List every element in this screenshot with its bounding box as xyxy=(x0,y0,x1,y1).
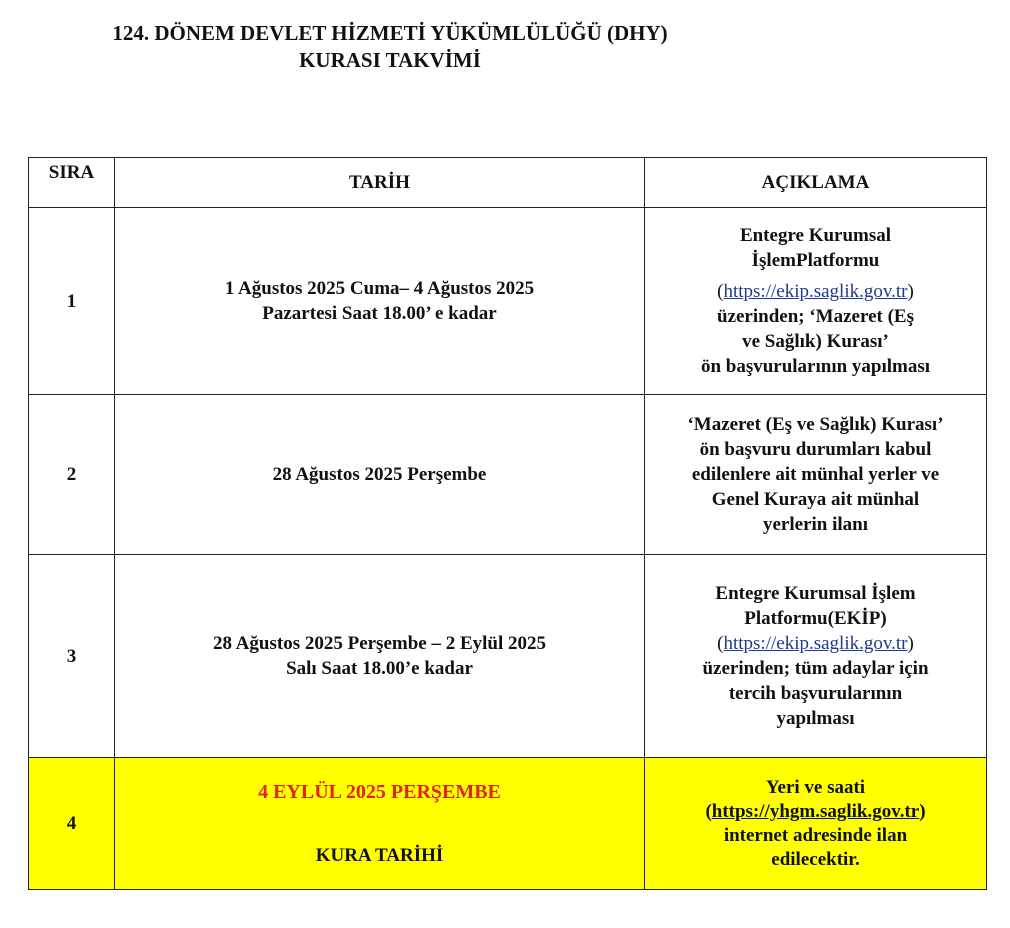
aciklama-line: tercih başvurularının xyxy=(728,683,903,704)
title-line-2: KURASI TAKVİMİ xyxy=(299,48,481,72)
title-line-1: 124. DÖNEM DEVLET HİZMETİ YÜKÜMLÜLÜĞÜ (DHY) xyxy=(112,21,668,45)
row-aciklama: Entegre Kurumsal İşlem Platformu(EKİP) (https://ekip.saglik.gov.tr) üzerinden; tüm adaylar için tercih başvurularının yapılması xyxy=(645,555,987,758)
row-tarih xyxy=(115,208,645,395)
header-aciklama: AÇIKLAMA xyxy=(645,158,987,208)
tarih-line: Pazartesi Saat 18.00’ e kadar xyxy=(262,303,497,324)
document-title xyxy=(60,20,720,74)
tarih-line: 28 Ağustos 2025 Perşembe xyxy=(272,464,487,485)
row-sira: 4 xyxy=(29,758,115,890)
header-sira: SIRA xyxy=(29,158,115,208)
aciklama-line: Platformu(EKİP) xyxy=(744,608,887,629)
aciklama-line: ön başvuru durumları kabul xyxy=(699,439,932,460)
row-sira: 2 xyxy=(29,395,115,555)
aciklama-line: ön başvurularının yapılması xyxy=(700,356,931,377)
table-row xyxy=(29,208,987,395)
tarih-line: Salı Saat 18.00’e kadar xyxy=(286,658,473,679)
yhgm-link[interactable]: https://yhgm.saglik.gov.tr xyxy=(711,800,920,822)
aciklama-line: Entegre Kurumsal xyxy=(739,225,892,246)
aciklama-line: yerlerin ilanı xyxy=(762,514,868,535)
row-sira: 1 xyxy=(29,208,115,395)
calendar-table xyxy=(28,157,987,890)
row-aciklama: Yeri ve saati (https://yhgm.saglik.gov.tr) internet adresinde ilan edilecektir. xyxy=(645,758,987,890)
ekip-link[interactable]: https://ekip.saglik.gov.tr xyxy=(723,281,908,302)
tarih-line: 1 Ağustos 2025 Cuma– 4 Ağustos 2025 xyxy=(224,278,535,299)
row-tarih xyxy=(115,395,645,555)
aciklama-line: Genel Kuraya ait münhal xyxy=(711,489,920,510)
row-tarih xyxy=(115,758,645,890)
aciklama-line: edilecektir. xyxy=(771,848,860,870)
aciklama-line: internet adresinde ilan xyxy=(723,824,908,846)
aciklama-line: Entegre Kurumsal İşlem xyxy=(715,583,916,604)
tarih-line: 28 Ağustos 2025 Perşembe – 2 Eylül 2025 xyxy=(212,633,547,654)
aciklama-line: Yeri ve saati xyxy=(765,776,866,798)
aciklama-line: üzerinden; ‘Mazeret (Eş xyxy=(717,306,914,327)
header-tarih: TARİH xyxy=(115,158,645,208)
aciklama-line: edilenlere ait münhal yerler ve xyxy=(691,464,940,485)
aciklama-line: ‘Mazeret (Eş ve Sağlık) Kurası’ xyxy=(687,414,944,435)
table-row-highlighted xyxy=(29,758,987,890)
aciklama-line: ve Sağlık) Kurası’ xyxy=(742,331,889,352)
table-header-row xyxy=(29,158,987,208)
aciklama-line: yapılması xyxy=(776,708,855,729)
ekip-link[interactable]: https://ekip.saglik.gov.tr xyxy=(723,633,908,654)
table-row xyxy=(29,555,987,758)
kura-label: KURA TARİHİ xyxy=(315,844,444,866)
row-tarih xyxy=(115,555,645,758)
row-aciklama: Entegre Kurumsal İşlemPlatformu (https://ekip.saglik.gov.tr) üzerinden; ‘Mazeret (Eş ve Sağlık) Kurası’ ön başvurularının yapılması xyxy=(645,208,987,395)
kura-date: 4 EYLÜL 2025 PERŞEMBE xyxy=(258,780,501,803)
row-aciklama xyxy=(645,395,987,555)
aciklama-line: İşlemPlatformu xyxy=(751,250,880,271)
aciklama-line: üzerinden; tüm adaylar için xyxy=(702,658,929,679)
row-sira: 3 xyxy=(29,555,115,758)
table-row xyxy=(29,395,987,555)
